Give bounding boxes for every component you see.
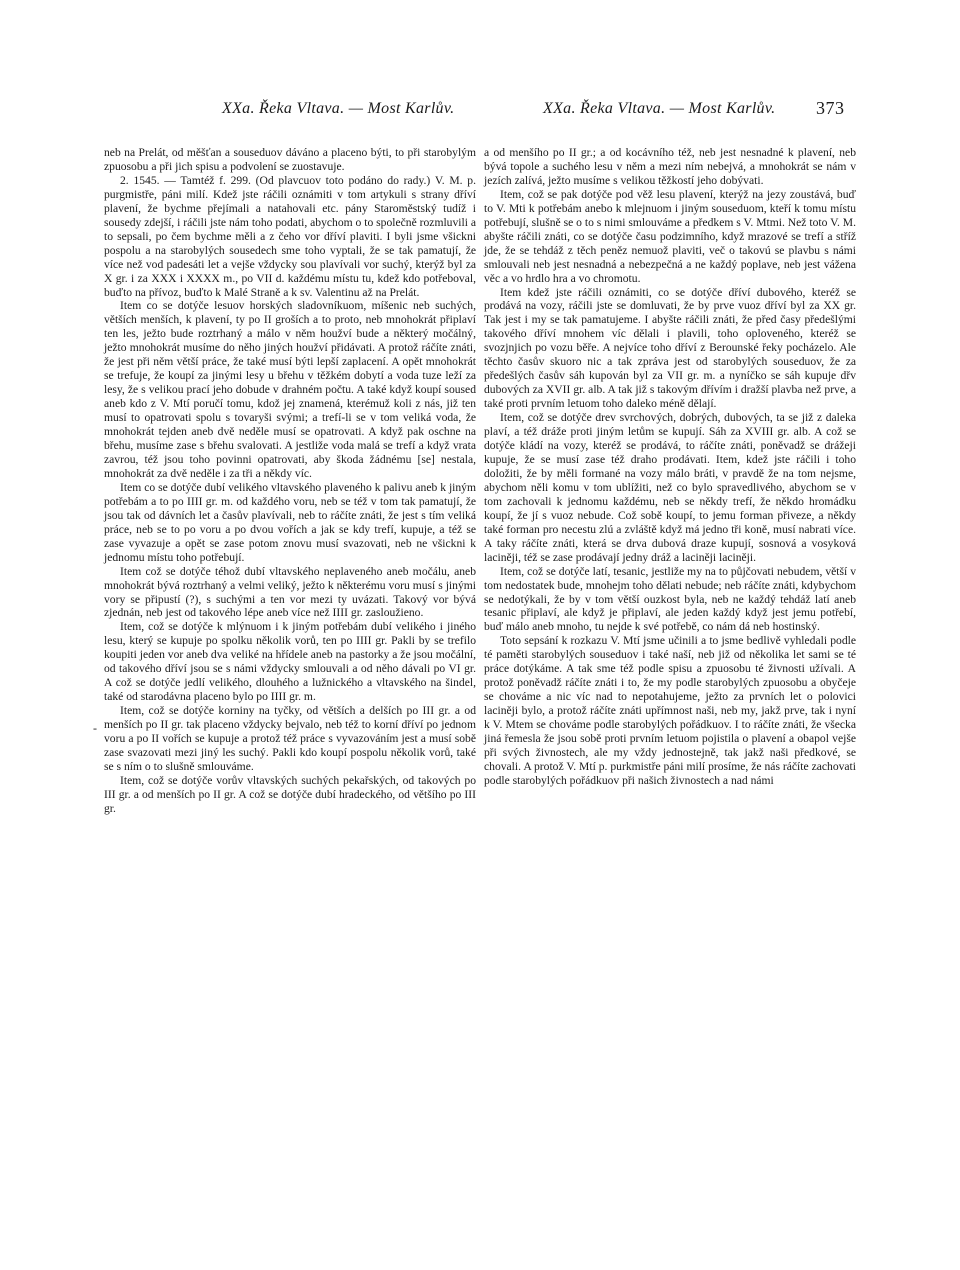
paragraph: Toto sepsání k rozkazu V. Mtí jsme učinili a to jsme bedlivě vyhledali podle té paměti starobylých souseduov i také naší, neb již od několika let sami se té práce dotýkáme. A tak sme též podle spisu a zpuosobu té živnosti užívali. A protož poněvadž ráčíte znáti i to, že my podle starobylých zpuosobu a obyčeje se chováme a nic víc nad to nepotahujeme, ježto za prvních let o polovici laciněji bylo, a protož ráčíte znáti upřímnost naši, neb my, jakž prve, tak i nyní k V. Mtem se chováme podle starobylých pořádkuov. I to ráčíte znáti, že všecka jiná řemesla že jsou sobě proti prvním letuom pojistila o plavení a obapol vejše při svých živnostech, ale my vždy jednostejně, tak jakž naši předkové, se chovali. A protož V. Mtí p. purkmistře páni milí prosíme, že nás ráčíte zachovati podle starobylých pořádkuov při našich živnostech a nad námi	[484, 634, 856, 787]
left-column	[104, 146, 476, 816]
paragraph: neb na Prelát, od měšťan a souseduov dáváno a placeno býti, to při starobylým zpuosobu a při jich spisu a podvolení se zuostavuje.	[104, 146, 476, 173]
paragraph: Item, což se dotýče k mlýnuom i k jiným potřebám dubí velikého i jiného lesu, který se kupuje po spolku několik vorů, ten po IIII gr. Pakli by se trefilo koupiti jeden vor aneb dva veliké na hřídele aneb na pastorky a že jsou močální, od takového dříví jsou se s námi vždycky smlouvali a od něho dávali po VI gr. A což se dotýče jedlí velikého, dlouhého a lužnického a vltavského na šindel, také od starodávna placeno bylo po IIII gr. m.	[104, 620, 476, 704]
page-header	[0, 100, 960, 126]
paragraph: 2. 1545. — Tamtéž f. 299. (Od plavcuov toto podáno do rady.) V. M. p. purgmistře, páni milí. Kdež jste ráčili oznámiti v tom artykuli s strany dříví plavení, že bychme přejímali a natahovali etc. pány Staroměstský tudíž i sousedy zdejší, i ráčili jste nám toho podati, abychom o to společně rozmluvili a to sepsali, po čem bychme měli a z čeho vor dříví plaviti. I byli jsme všickni pospolu a na starobylých sousedech sme toho vyptali, že se tak pamatují, že více než vod padesáti let a vejše vždycky sou plavívali vor suchý, kterýž byl za X gr. i za XXX i XXXX m., po VII d. každému místu tu, kdež kdo potřeboval, buďto na přívoz, buďto k Malé Straně a k sv. Valentinu až na Prelát.	[104, 173, 476, 299]
running-head-right: XXa. Řeka Vltava. — Most Karlův.	[543, 100, 776, 117]
paragraph: Item, což se dotýče vorův vltavských suchých pekařských, od takových po III gr. a od menších po II gr. A což se dotýče dubí hradeckého, od většího po III gr.	[104, 773, 476, 815]
paragraph: a od menšího po II gr.; a od kocávního též, neb jest nesnadné k plavení, neb bývá topole a suchého lesu v něm a mezi ním nebejvá, a mnohokrát se nám v jezích zalívá, ježto musíme s velikou těžkostí jeho dobývati.	[484, 146, 856, 187]
paragraph: Item co se dotýče lesuov horských sladovníkuom, míšenic neb suchých, větších menších, k plavení, ty po II groších a to proto, neb mnohokrát připlaví ten les, ježto bude roztrhaný a málo v něm houžví bude a některý močálný, ježto mnohokrát musíme do něho jiných houžví přidávati. A protož ráčíte znáti, že jest při něm větší práce, že také musí býti lepší zaplacení. A opět mnohokrát se trefuje, že koupí za jinými lesy u břehu v těžkém dobytí a voda tuze leží za lesy, že s velikou prací jeho dobude v drahném počtu. A také když koupí soused aneb kdo z V. Mtí poručí tomu, kdož jej znamená, kterémuž koli z nás, již ten musí to opatrovati spolu s tovaryši svými; a trefí-li se v tom veliká voda, že mnohokrát tejden aneb dvě neděle musí se opatrovati. A když pak oschne na břehu, musíme zase s břehu svalovati. A jestliže voda malá se trefí a když vrata zavrou, též jsou toho povinni opatrovati, aby škoda žádnému [se] nestala, mnohokrát za dvě neděle i za tři a někdy víc.	[104, 299, 476, 480]
paragraph: Item, což se dotýče latí, tesanic, jestliže my na to půjčovati nebudem, větší v tom nedostatek bude, mnohejm toho dělati nebude; neb ráčíte znáti, kdybychom se nedotýkali, že by v tom větší ouzkost byla, neb ne každý tehdáž latí aneb tesanic připlaví, ale když je připlaví, ale jeden každý když jest jemu potřebí, buď málo aneb mnoho, tu nejde k své potřebě, co nám dá neb hostinský.	[484, 564, 856, 634]
paragraph: Item, což se dotýče drev svrchových, dobrých, dubových, ta se již z daleka plaví, a též dráže proti jiným letům se kupují. Sáh za XVIII gr. alb. A což se dotýče kládí na vozy, kteréž se prodává, to ráčíte znáti, poněvadž se drážeji kupuje, že se musí zase též draho prodávati. Item, kdež jste ráčili i toho doložiti, že by měli formané na vozy málo bráti, v pravdě že na tom nejsme, abychom něli komu v tom ublížiti, než co bylo spravedlivého, abychom se v tom zachovali k jednomu každému, neb se někdy trefí, že někdo hromádku koupí, že jí s vuoz nebude. Což sobě koupí, to jemu forman přiveze, a někdy také forman pro necestu zlú a zvláště když má jedno tři koně, musí nabrati více. A taky ráčíte znáti, která se drva dubová draze kupují, sosnová a vosyková laciněji, též se zase prodávají jedny dráž a laciněji laciněji.	[484, 411, 856, 564]
page-number: 373	[816, 98, 845, 118]
paragraph: Item, což se pak dotýče pod věž lesu plavení, kterýž na jezy zoustává, buď to V. Mti k potřebám anebo k mlejnuom i jiným souseduom, kteří k tomu místu potřebují, slušně se o to s nimi smlouváme a předkem s V. Mtmi. Než toto V. M. abyšte ráčili znáti, co se dotýče času podzimního, když mrazové se trefí a stříž jde, že se tehdáž z těch peněz nemuož plaviti, več o takovú se plavbu s námi smlouvali neb jest nesnadná a nebezpečná a ne každý poplave, neb jest vážena věc a vo hrdlo hra a vo chromotu.	[484, 187, 856, 285]
paragraph: Item kdež jste ráčili oznámiti, co se dotýče dříví dubového, kteréž se prodává na vozy, ráčili jste se domluvati, že by prve vuoz dříví byl za XX gr. Tak jest i my se tak pamatujeme. I abyšte ráčili znáti, že před časy předešlými takového dříví mnohem víc dělali i plavili, toho oploveného, kteréž se svozjnjich po vozu běře. A nejvíce toho dříví z Berounské řeky pocházelo. Ale těchto časův skuoro nic a tak zpráva jest od starobylých souseduov, že za předešlých časův sáh kupován byl za VII gr. m. a nyníčko se sáh kupuje dřv dubových za XVII gr. alb. A tak již s takovým dřívím i dražší plavba než prve, a také proti prvním letuom toho daleko méně dělají.	[484, 285, 856, 411]
running-head-left: XXa. Řeka Vltava. — Most Karlův.	[222, 100, 455, 117]
right-column	[484, 146, 856, 788]
margin-mark: -	[93, 721, 97, 735]
paragraph: Item což se dotýče téhož dubí vltavského neplaveného aneb močálu, aneb mnohokrát bývá roztrhaný a velmi veliký, ježto k některému voru musí s jinými vory se připustí (?), s suchými a ten vor mezi ty uvázati. Takový vor bývá zjednán, neb jest od takového lépe aneb více než IIII gr. zasloužieno.	[104, 564, 476, 620]
paragraph: Item, což se dotýče korniny na tyčky, od větších a delších po III gr. a od menších po II gr. tak placeno vždycky bejvalo, neb též to korní dříví po jednom voru a po II vořích se kupuje a protož též práce s vyvazováním jest a musí sobě zase svazovati mezi jiný les suchý. Pakli kdo koupí pospolu několik vorů, také se s ním o to slušně smlouváme.	[104, 704, 476, 773]
paragraph: Item co se dotýče dubí velikého vltavského plaveného k palivu aneb k jiným potřebám a to po IIII gr. m. od každého voru, neb se též v tom tak pamatují, že jsou tak od dávních let a časův plavívali, neb to ráčíte znáti, že jest s tím veliká práce, neb se to po voru a po dvou vořích a jak se kdy trefí, kupuje, a též se zase vyvazuje a opět se zase potom znovu musí svazovati, neb ne všickni k jednomu místu toho potřebují.	[104, 480, 476, 564]
